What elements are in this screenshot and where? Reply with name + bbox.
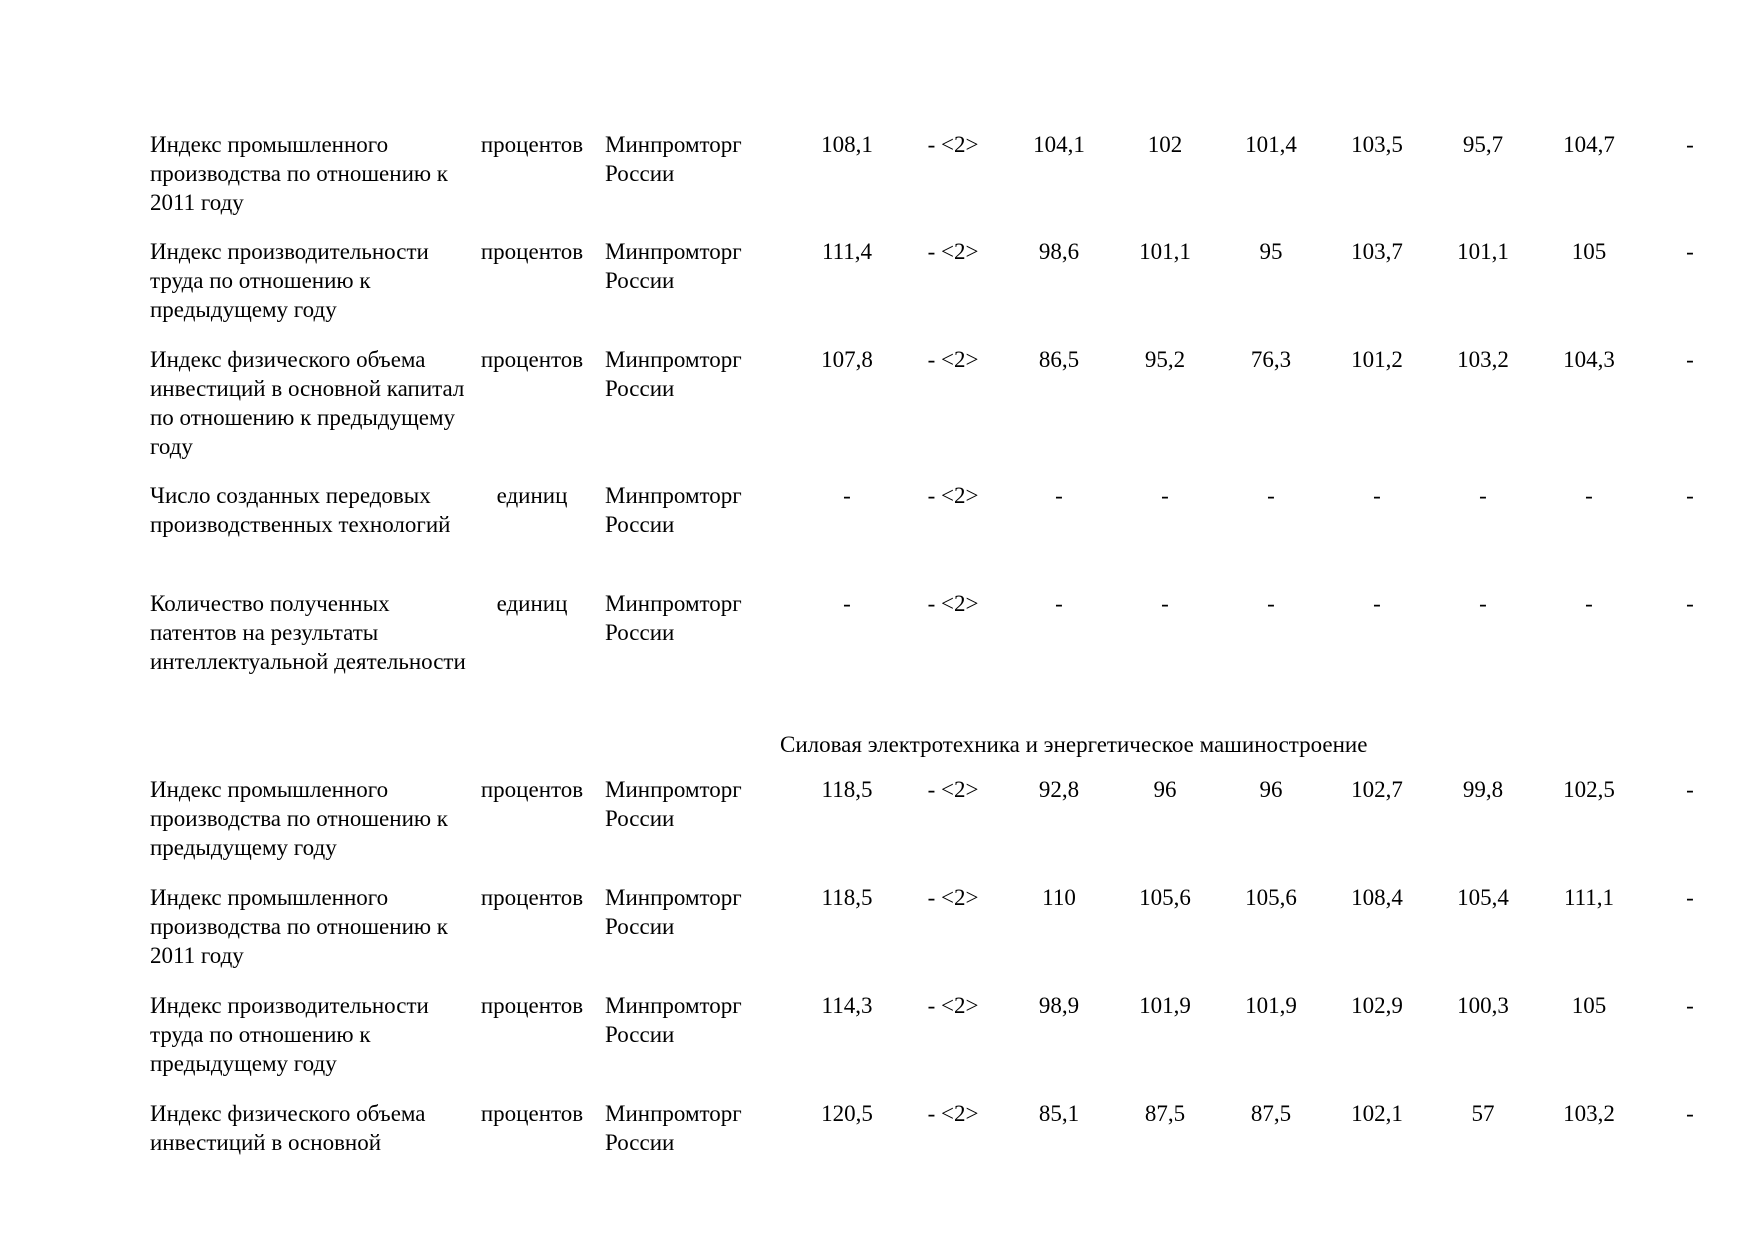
value-cell: - <2> xyxy=(927,132,979,157)
value-cell: 57 xyxy=(1471,1101,1495,1126)
value-cell: - xyxy=(1686,993,1694,1018)
value-cell: 96 xyxy=(1153,777,1177,802)
value-cell: 108,4 xyxy=(1351,885,1403,910)
value-cell: 101,2 xyxy=(1351,347,1403,372)
responsible-cell: Минпромторг России xyxy=(605,885,742,939)
unit-cell: единиц xyxy=(496,483,568,508)
value-cell: 111,1 xyxy=(1563,885,1615,910)
value-cell: 103,2 xyxy=(1563,1101,1615,1126)
value-cell: 76,3 xyxy=(1250,347,1292,372)
value-cell: - xyxy=(1161,483,1169,508)
value-cell: - xyxy=(1479,483,1487,508)
value-cell: 87,5 xyxy=(1250,1101,1292,1126)
responsible-cell: Минпромторг России xyxy=(605,483,742,537)
value-cell: 104,7 xyxy=(1563,132,1615,157)
value-cell: 102 xyxy=(1147,132,1183,157)
value-cell: 110 xyxy=(1042,885,1076,910)
indicator-name: Индекс физического объема инвестиций в основной xyxy=(150,1101,426,1155)
responsible-cell: Минпромторг России xyxy=(605,239,742,293)
value-cell: - xyxy=(843,483,851,508)
value-cell: 104,1 xyxy=(1033,132,1085,157)
value-cell: - xyxy=(1055,591,1063,616)
value-cell: 103,7 xyxy=(1351,239,1403,264)
value-cell: - xyxy=(1585,591,1593,616)
value-cell: - <2> xyxy=(927,1101,979,1126)
value-cell: 96 xyxy=(1259,777,1283,802)
value-cell: 101,1 xyxy=(1139,239,1191,264)
indicator-name: Индекс промышленного производства по отношению к 2011 году xyxy=(150,132,448,215)
value-cell: 104,3 xyxy=(1563,347,1615,372)
value-cell: - xyxy=(1686,483,1694,508)
value-cell: 102,9 xyxy=(1351,993,1403,1018)
indicator-name: Индекс физического объема инвестиций в основной капитал по отношению к предыдущему году xyxy=(150,347,465,459)
section-title: Силовая электротехника и энергетическое машиностроение xyxy=(780,732,1368,757)
value-cell: 114,3 xyxy=(821,993,873,1018)
value-cell: 101,9 xyxy=(1139,993,1191,1018)
unit-cell: процентов xyxy=(480,885,584,910)
value-cell: 92,8 xyxy=(1038,777,1080,802)
value-cell: 107,8 xyxy=(821,347,873,372)
responsible-cell: Минпромторг России xyxy=(605,132,742,186)
value-cell: 120,5 xyxy=(821,1101,873,1126)
value-cell: 101,1 xyxy=(1457,239,1509,264)
value-cell: 102,1 xyxy=(1351,1101,1403,1126)
indicator-name: Индекс производительности труда по отношению к предыдущему году xyxy=(150,993,429,1076)
value-cell: - xyxy=(1686,347,1694,372)
value-cell: - xyxy=(1686,591,1694,616)
value-cell: 103,2 xyxy=(1457,347,1509,372)
value-cell: 108,1 xyxy=(821,132,873,157)
value-cell: 100,3 xyxy=(1457,993,1509,1018)
value-cell: 101,9 xyxy=(1245,993,1297,1018)
indicator-name: Количество полученных патентов на результаты интеллектуальной деятельности xyxy=(150,591,466,674)
responsible-cell: Минпромторг России xyxy=(605,993,742,1047)
value-cell: 105,6 xyxy=(1139,885,1191,910)
value-cell: 105 xyxy=(1571,993,1607,1018)
value-cell: - <2> xyxy=(927,347,979,372)
value-cell: 105,6 xyxy=(1245,885,1297,910)
value-cell: 98,9 xyxy=(1038,993,1080,1018)
value-cell: - xyxy=(1686,777,1694,802)
unit-cell: процентов xyxy=(480,132,584,157)
value-cell: 111,4 xyxy=(821,239,873,264)
value-cell: - xyxy=(1267,483,1275,508)
value-cell: - xyxy=(1686,885,1694,910)
value-cell: - <2> xyxy=(927,885,979,910)
unit-cell: единиц xyxy=(496,591,568,616)
responsible-cell: Минпромторг России xyxy=(605,347,742,401)
unit-cell: процентов xyxy=(480,347,584,372)
value-cell: 102,7 xyxy=(1351,777,1403,802)
value-cell: - xyxy=(1686,132,1694,157)
value-cell: 95,2 xyxy=(1144,347,1186,372)
unit-cell: процентов xyxy=(480,777,584,802)
value-cell: - xyxy=(843,591,851,616)
value-cell: 98,6 xyxy=(1038,239,1080,264)
unit-cell: процентов xyxy=(480,993,584,1018)
value-cell: - <2> xyxy=(927,993,979,1018)
indicator-name: Индекс производительности труда по отношению к предыдущему году xyxy=(150,239,429,322)
value-cell: 86,5 xyxy=(1038,347,1080,372)
responsible-cell: Минпромторг России xyxy=(605,591,742,645)
value-cell: 85,1 xyxy=(1038,1101,1080,1126)
unit-cell: процентов xyxy=(480,1101,584,1126)
value-cell: 105 xyxy=(1571,239,1607,264)
value-cell: - <2> xyxy=(927,591,979,616)
unit-cell: процентов xyxy=(480,239,584,264)
value-cell: 99,8 xyxy=(1462,777,1504,802)
value-cell: 118,5 xyxy=(821,777,873,802)
value-cell: - <2> xyxy=(927,777,979,802)
value-cell: 102,5 xyxy=(1563,777,1615,802)
value-cell: - xyxy=(1055,483,1063,508)
value-cell: - xyxy=(1267,591,1275,616)
value-cell: 105,4 xyxy=(1457,885,1509,910)
indicator-name: Число созданных передовых производственных технологий xyxy=(150,483,451,537)
value-cell: 95,7 xyxy=(1462,132,1504,157)
value-cell: - xyxy=(1479,591,1487,616)
value-cell: - <2> xyxy=(927,483,979,508)
value-cell: 87,5 xyxy=(1144,1101,1186,1126)
responsible-cell: Минпромторг России xyxy=(605,1101,742,1155)
indicator-name: Индекс промышленного производства по отношению к 2011 году xyxy=(150,885,448,968)
value-cell: - xyxy=(1686,1101,1694,1126)
indicator-name: Индекс промышленного производства по отношению к предыдущему году xyxy=(150,777,448,860)
value-cell: 118,5 xyxy=(821,885,873,910)
value-cell: - <2> xyxy=(927,239,979,264)
value-cell: - xyxy=(1373,591,1381,616)
value-cell: 101,4 xyxy=(1245,132,1297,157)
value-cell: - xyxy=(1161,591,1169,616)
value-cell: - xyxy=(1373,483,1381,508)
value-cell: 103,5 xyxy=(1351,132,1403,157)
value-cell: - xyxy=(1686,239,1694,264)
value-cell: - xyxy=(1585,483,1593,508)
responsible-cell: Минпромторг России xyxy=(605,777,742,831)
value-cell: 95 xyxy=(1259,239,1283,264)
